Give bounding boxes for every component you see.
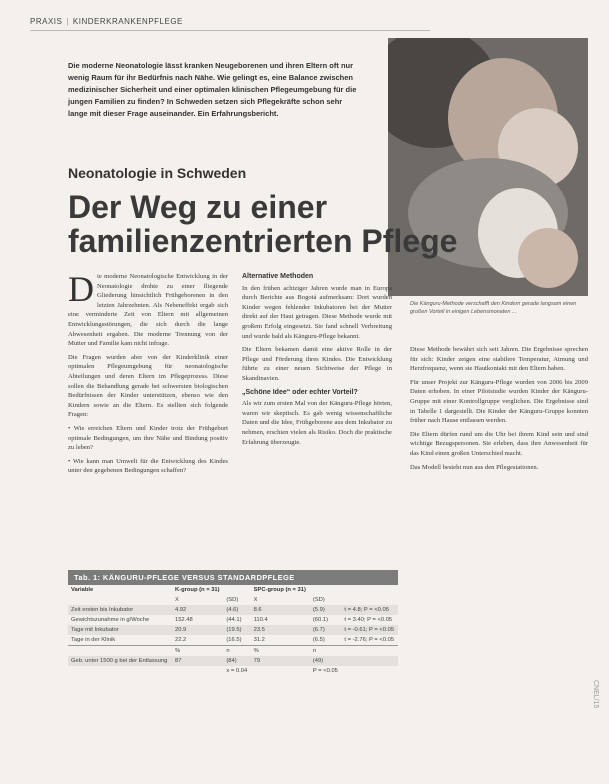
paragraph: In den frühen achtziger Jahren wurde man in Europa durch Berichte aus Bogotá aufmerksam: Dort wurden Kinder wegen fehlender Inkubatoren bei der Mutter direkt auf der Haut getragen. Diese Methode wurde mit großem Erfolg eingesetzt. Sie fand schnell Verbreitung und wurde bald als Känguru-Pflege bekannt.	[242, 284, 392, 340]
table-cell	[172, 666, 223, 676]
table-cell	[68, 595, 172, 605]
column-1	[68, 269, 228, 480]
table-cell: (6.7)	[310, 625, 342, 635]
table-cell: (60.1)	[312, 617, 329, 623]
table-cell: Tage mit Inkubator	[68, 625, 172, 635]
table-cell: Gewichtszunahme in g/Woche	[71, 617, 150, 623]
table-cell	[341, 595, 398, 605]
table-cell: (84)	[223, 656, 250, 666]
table-cell	[251, 666, 310, 676]
page-number: CNEL/15	[592, 680, 599, 709]
table-cell: 20.9	[172, 625, 223, 635]
table-header-cell: K-group (n = 31)	[174, 587, 220, 593]
article-title: Der Weg zu einer familienzentrierten Pflege	[68, 189, 458, 259]
table-row	[68, 656, 398, 666]
table-cell: (44.1)	[226, 617, 242, 623]
table-cell: x = 0.04	[226, 668, 248, 674]
paragraph: Die Fragen wurden aber von der Kinderklinik einer optimalen Pflegeumgebung für neonatologische Abteilungen und deren Eltern im Pflegeprozess. Diese sollen die Behandlung gerade bei schwersten biologischen Bedürfnissen der Kinder unterstützen, ebenso wie den Kindern sowie an die Eltern. Es stellten sich folgende Fragen:	[68, 353, 228, 419]
table-cell: t = 4.8; P = <0.05	[341, 605, 398, 615]
header-section: PRAXIS	[30, 17, 63, 26]
table-cell	[341, 666, 398, 676]
table-cell	[68, 666, 172, 676]
paragraph: • Wie kann man Umwelt für die Entwicklung des Kindes unter den gegebenen Bedingungen schaffen?	[68, 457, 228, 475]
table-cell: (SD)	[226, 597, 239, 603]
table-cell: Zeit ersten bis Inkubator	[68, 605, 172, 615]
table-header-cell	[223, 585, 250, 595]
header-rule	[30, 30, 430, 31]
table	[68, 585, 398, 676]
table-header-cell: SPC-group (n = 31)	[253, 587, 306, 593]
dropcap: D	[68, 269, 94, 309]
table-cell: (16.5)	[226, 637, 242, 643]
subheading: Alternative Methoden	[242, 273, 314, 280]
table-cell: 22.2	[174, 637, 187, 643]
table-cell: P = <0.05	[312, 668, 338, 674]
paragraph: Für unser Projekt zur Känguru-Pflege wurden von 2006 bis 2009 Daten erhoben. In einer Pilotstudie wurden Kinder der Känguru-Gruppe mit einer Kontrollgruppe verglichen. Die Ergebnisse sind in Tabelle 1 dargestellt. Die Kinder der Känguru-Gruppe konnten früher nach Hause entlassen werden.	[410, 378, 588, 425]
paragraph: • Wie erreichen Eltern und Kinder trotz der Frühgeburt optimale Bedingungen, um ihre Nähe und Bindung positiv zu leben?	[68, 424, 228, 452]
table-cell	[68, 646, 172, 657]
table-header-cell	[310, 585, 342, 595]
intro-text: Die moderne Neonatologie lässt kranken Neugeborenen und ihren Eltern oft nur wenig Raum für ihr Bedürfnis nach Nähe. Wie gelingt es, eine Balance zwischen medizinischer Sicherheit und einer optimalen klinischen Pflegeumgebung für die jungen Familien zu finden? In Schweden setzen sich Pflegekräfte schon sehr lange mit dieser Frage auseinander. Ein Erfahrungsbericht.	[68, 61, 357, 118]
table-cell: 152.48	[174, 617, 193, 623]
table-header-cell: Variable	[71, 587, 94, 593]
article-kicker: Neonatologie in Schweden	[68, 165, 247, 181]
table-cell: (49)	[310, 656, 342, 666]
paragraph: Die Eltern bekamen damit eine aktive Rolle in der Pflege und Förderung ihres Kindes. Die Entwicklung führte zu einer neuen Sichtweise der Pflege in Skandinavien.	[242, 346, 392, 382]
table-cell: t = -0.61; P = <0.05	[341, 625, 398, 635]
table-cell: Tage in der Klinik	[71, 637, 116, 643]
table-cell: n	[223, 646, 250, 657]
paragraph	[68, 269, 228, 349]
table-cell: 79	[251, 656, 310, 666]
table-cell: t = -2.76; P = <0.05	[344, 637, 395, 643]
table-cell: 31.2	[253, 637, 265, 643]
table-cell: n	[310, 646, 342, 657]
table-cell: X	[253, 597, 258, 603]
table-cell: (5.9)	[310, 605, 342, 615]
paragraph: Als wir zum ersten Mal von der Känguru-Pflege hörten, waren wir skeptisch. Es gab wenig wissenschaftliche Daten und die Idee, Frühgeborene aus dem Inkubator zu nehmen, erschien vielen als Risiko. Doch die praktische Erfahrung überzeugte.	[242, 400, 392, 446]
column-3	[410, 345, 588, 476]
table-cell: 87	[172, 656, 223, 666]
table-header-cell	[341, 585, 398, 595]
table-cell	[341, 656, 398, 666]
table-row	[68, 615, 398, 625]
table-cell: (SD)	[312, 597, 325, 603]
paragraph-text: ie moderne Neonatologische Entwicklung in der Neonatologie drohte zu einer fliegende Gliederung hinsichtlich Frühgeborenen in den letzten Jahrzehnten. Als Nebeneffekt ergab sich eine verminderte Zeit von Eltern mit allgemeinen Entwicklungsstörungen, die sich durch die lange Abwesenheit ergaben. Die moderne Trennung von der Mutter und Familie kam nicht infrage.	[68, 273, 228, 348]
table-subheader-row	[68, 595, 398, 605]
column-2	[242, 272, 392, 451]
table-cell: (4.6)	[223, 605, 250, 615]
paragraph: Diese Methode bewährt sich seit Jahren. Die Ergebnisse sprechen für sich: Kinder zeigen eine stabilere Temperatur, Atmung und Herzfrequenz, wenn sie Hautkontakt mit den Eltern haben.	[410, 346, 588, 373]
table-cell: 110.4	[253, 617, 268, 623]
comparison-table	[68, 570, 398, 676]
table-cell: X	[174, 597, 179, 603]
table-cell: 8.6	[251, 605, 310, 615]
table-row	[68, 625, 398, 635]
photo-caption: Die Känguru-Methode verschafft den Kindern gerade langsam einen großen Vorteil in einigen Lebensmonaten ...	[410, 301, 577, 315]
table-row	[68, 635, 398, 646]
paragraph: Das Modell besteht nun aus den Pflegestationen.	[410, 463, 539, 471]
table-cell: %	[251, 646, 310, 657]
table-cell: Geb. unter 1500 g bei der Entlassung	[68, 656, 172, 666]
header-subsection: KINDERKRANKENPFLEGE	[72, 17, 183, 26]
table-title: Tab. 1: KÄNGURU-PFLEGE VERSUS STANDARDPFLEGE	[68, 570, 398, 585]
table-row	[68, 666, 398, 676]
table-row	[68, 605, 398, 615]
table-cell: (6.5)	[312, 637, 325, 643]
paragraph: Die Eltern dürfen rund um die Uhr bei ihrem Kind sein und sind wichtige Bezugspersonen. Sie erleben, dass ihre Anwesenheit für das Kind einen großen Unterschied macht.	[410, 430, 588, 457]
table-header-row	[68, 585, 398, 595]
table-cell: %	[172, 646, 223, 657]
table-cell: t = 3.40; P = <0.05	[344, 617, 393, 623]
page-header	[30, 17, 183, 26]
table-cell: 4.92	[172, 605, 223, 615]
table-cell	[341, 646, 398, 657]
table-cell: (19.5)	[223, 625, 250, 635]
subheading: „Schöne Idee“ oder echter Vorteil?	[242, 388, 358, 396]
table-row	[68, 646, 398, 657]
table-cell: 23.5	[251, 625, 310, 635]
header-separator: |	[66, 17, 69, 26]
